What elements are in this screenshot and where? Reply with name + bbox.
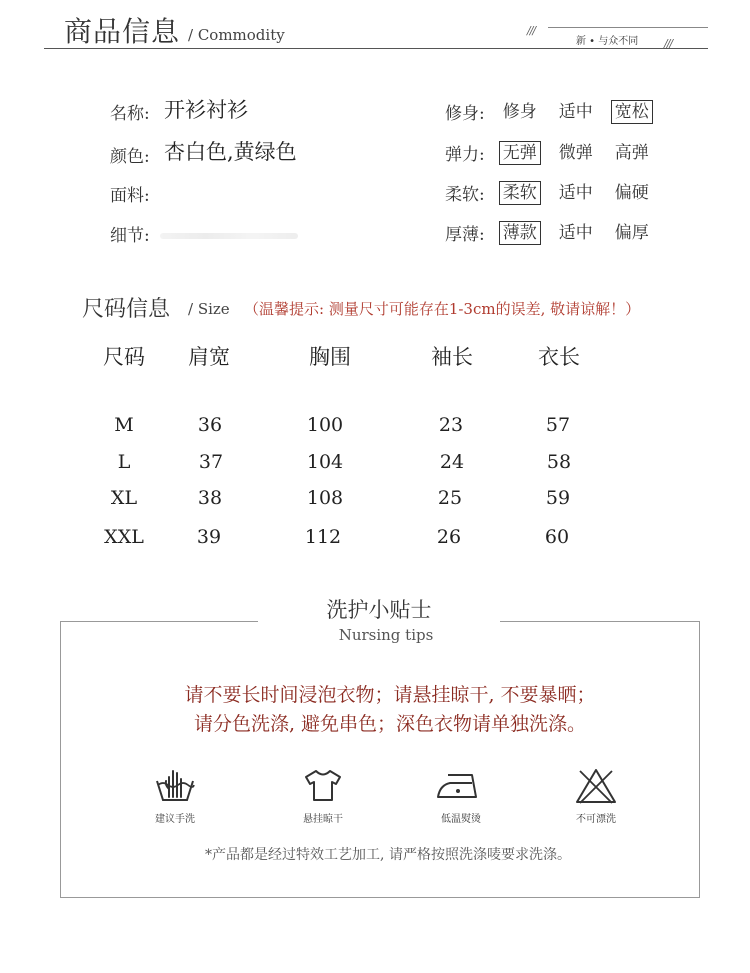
attribute-label: 厚薄: bbox=[445, 225, 485, 245]
col-header-size: 尺码 bbox=[103, 345, 145, 369]
low-iron-icon bbox=[434, 767, 482, 803]
name-value: 开衫衬衫 bbox=[164, 98, 248, 122]
size-note: （温馨提示: 测量尺寸可能存在1-3cm的误差, 敬请谅解！） bbox=[244, 300, 641, 318]
option-slight-stretch: 微弹 bbox=[558, 142, 593, 163]
care-label-hang-dry: 悬挂晾干 bbox=[303, 814, 343, 825]
table-cell: 39 bbox=[196, 526, 222, 548]
table-cell: 112 bbox=[304, 526, 342, 548]
option-regular: 适中 bbox=[558, 101, 593, 122]
size-subtitle: / Size bbox=[188, 300, 230, 318]
option-slim: 修身 bbox=[502, 101, 537, 122]
table-cell: 23 bbox=[438, 414, 464, 436]
size-title: 尺码信息 bbox=[82, 297, 171, 322]
attribute-label: 柔软: bbox=[445, 185, 485, 205]
care-title: 洗护小贴士 bbox=[326, 598, 432, 622]
option-no-stretch-selected: 无弹 bbox=[499, 141, 541, 165]
table-cell: 100 bbox=[306, 414, 344, 436]
care-instruction-1: 请不要长时间浸泡衣物；请悬挂晾干, 不要暴晒； bbox=[184, 684, 596, 706]
name-label: 名称: bbox=[110, 104, 150, 124]
table-cell: 24 bbox=[439, 451, 465, 473]
table-cell: 25 bbox=[437, 487, 463, 509]
table-cell: 36 bbox=[197, 414, 223, 436]
care-footnote: *产品都是经过特效工艺加工, 请严格按照洗涤唛要求洗涤。 bbox=[205, 847, 571, 863]
no-bleach-icon bbox=[574, 767, 618, 805]
tag-divider bbox=[548, 27, 708, 28]
option-thick: 偏厚 bbox=[614, 222, 649, 243]
table-cell: 60 bbox=[544, 526, 570, 548]
attribute-row-fit bbox=[445, 99, 653, 124]
slashes-left: /// bbox=[527, 24, 536, 37]
col-header-sleeve: 袖长 bbox=[431, 345, 473, 369]
color-value: 杏白色,黄绿色 bbox=[164, 140, 297, 164]
slashes-right: /// bbox=[664, 37, 673, 50]
page-subtitle: / Commodity bbox=[188, 26, 285, 44]
table-cell: 37 bbox=[198, 451, 224, 473]
care-instruction-2: 请分色洗涤, 避免串色；深色衣物请单独洗涤。 bbox=[193, 713, 587, 735]
col-header-shoulder: 肩宽 bbox=[188, 345, 230, 369]
table-cell: L bbox=[117, 451, 131, 473]
option-thin-selected: 薄款 bbox=[499, 221, 541, 245]
detail-label: 细节: bbox=[110, 226, 150, 246]
col-header-length: 衣长 bbox=[538, 345, 580, 369]
brand-tag: 新 • 与众不同 bbox=[576, 36, 639, 47]
option-loose-selected: 宽松 bbox=[611, 100, 653, 124]
table-cell: M bbox=[114, 414, 134, 436]
hand-wash-icon bbox=[153, 767, 197, 803]
blurred-detail bbox=[160, 233, 298, 239]
page-title: 商品信息 bbox=[64, 15, 181, 48]
care-label-no-bleach: 不可漂洗 bbox=[576, 814, 616, 825]
table-cell: 57 bbox=[545, 414, 571, 436]
option-stiff: 偏硬 bbox=[614, 182, 649, 203]
table-cell: XL bbox=[110, 487, 138, 509]
table-cell: 58 bbox=[546, 451, 572, 473]
hang-dry-icon bbox=[301, 767, 345, 803]
table-cell: 26 bbox=[436, 526, 462, 548]
header-divider bbox=[44, 48, 708, 49]
option-medium: 适中 bbox=[558, 182, 593, 203]
care-subtitle: Nursing tips bbox=[338, 626, 434, 644]
fabric-label: 面料: bbox=[110, 186, 150, 206]
option-medium: 适中 bbox=[558, 222, 593, 243]
table-cell: 59 bbox=[545, 487, 571, 509]
care-label-low-iron: 低温熨烫 bbox=[441, 814, 481, 825]
attribute-row-softness bbox=[445, 180, 653, 205]
attribute-label: 修身: bbox=[445, 104, 485, 124]
color-label: 颜色: bbox=[110, 147, 150, 167]
care-label-hand-wash: 建议手洗 bbox=[155, 814, 195, 825]
table-cell: XXL bbox=[104, 526, 144, 548]
attribute-row-stretch bbox=[445, 140, 653, 165]
col-header-chest: 胸围 bbox=[309, 345, 351, 369]
attribute-row-thickness bbox=[445, 220, 653, 245]
table-cell: 104 bbox=[306, 451, 344, 473]
option-soft-selected: 柔软 bbox=[499, 181, 541, 205]
attribute-label: 弹力: bbox=[445, 145, 485, 165]
option-high-stretch: 高弹 bbox=[614, 142, 649, 163]
table-cell: 38 bbox=[197, 487, 223, 509]
table-cell: 108 bbox=[306, 487, 344, 509]
